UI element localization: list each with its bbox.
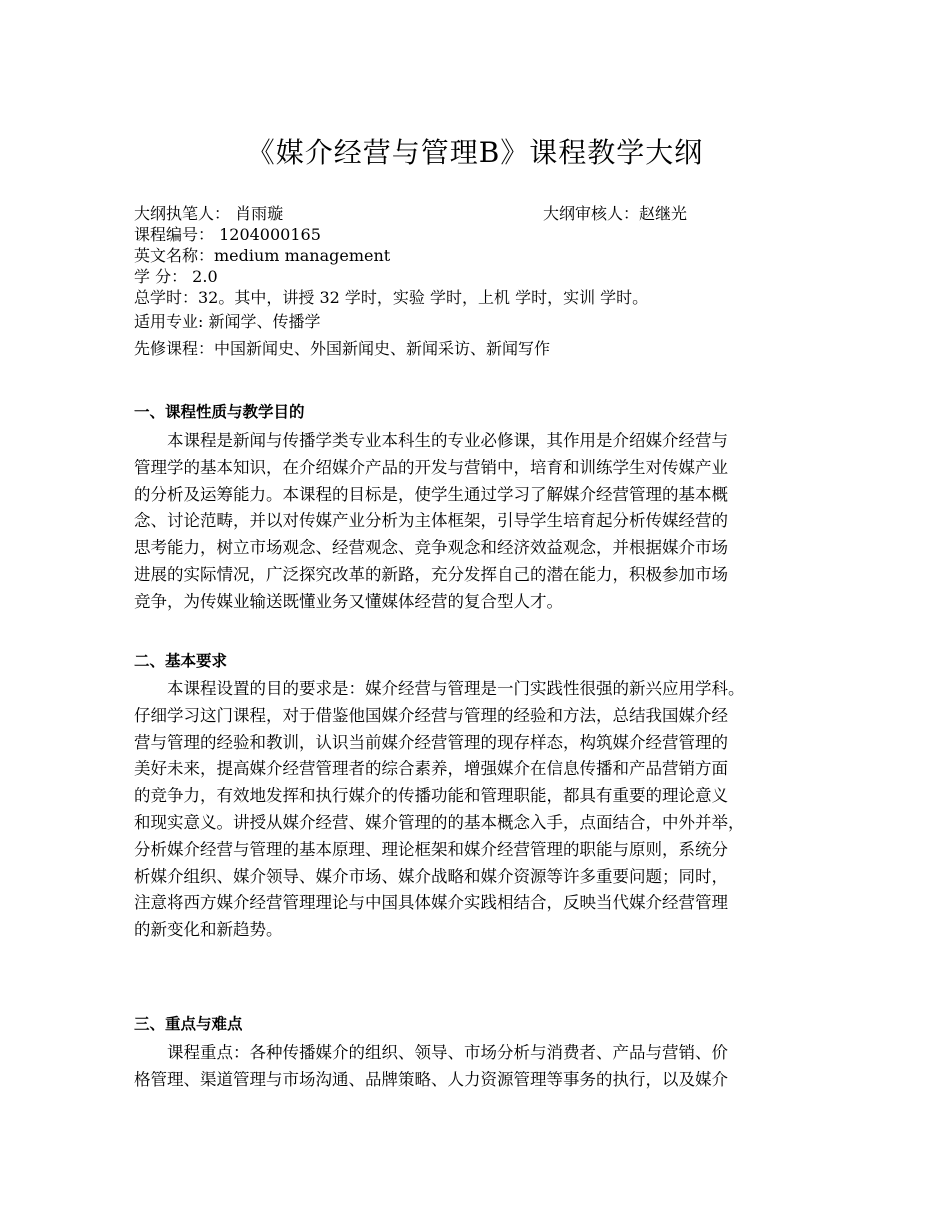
- paragraph-line: 竞争，为传媒业输送既懂业务又懂媒体经营的复合型人才。: [134, 591, 563, 611]
- section-body: [134, 428, 834, 616]
- paragraph-line: 思考能力，树立市场观念、经营观念、竞争观念和经济效益观念，并根据媒介市场: [134, 538, 728, 558]
- section-heading: 三、重点与难点: [134, 1015, 243, 1033]
- meta-prerequisites: 先修课程：中国新闻史、外国新闻史、新闻采访、新闻写作: [134, 339, 551, 358]
- section-body: [134, 676, 834, 944]
- meta-hours: 总学时：32。其中，讲授 32 学时，实验 学时，上机 学时，实训 学时。: [134, 288, 649, 307]
- meta-reviewer: 大纲审核人：赵继光: [543, 204, 688, 223]
- meta-course-code: 课程编号： 1204000165: [134, 225, 321, 244]
- paragraph-line: 的分析及运筹能力。本课程的目标是，使学生通过学习了解媒介经营管理的基本概: [134, 484, 728, 504]
- paragraph-line: 管理学的基本知识，在介绍媒介产品的开发与营销中，培育和训练学生对传媒产业: [134, 457, 728, 477]
- paragraph-line: 念、讨论范畴，并以对传媒产业分析为主体框架，引导学生培育起分析传媒经营的: [134, 511, 728, 531]
- meta-credits: 学 分： 2.0: [134, 267, 218, 286]
- paragraph-line: 分析媒介经营与管理的基本原理、理论框架和媒介经营管理的职能与原则，系统分: [134, 839, 728, 859]
- paragraph-line: 格管理、渠道管理与市场沟通、品牌策略、人力资源管理等事务的执行，以及媒介: [134, 1069, 728, 1089]
- paragraph-line: 课程重点：各种传播媒介的组织、领导、市场分析与消费者、产品与营销、价: [167, 1043, 728, 1062]
- section-heading: 二、基本要求: [134, 652, 228, 670]
- paragraph-line: 本课程是新闻与传播学类专业本科生的专业必修课，其作用是介绍媒介经营与: [167, 431, 728, 450]
- paragraph-line: 的新变化和新趋势。: [134, 920, 283, 940]
- paragraph-line: 美好未来，提高媒介经营管理者的综合素养，增强媒介在信息传播和产品营销方面: [134, 759, 728, 779]
- paragraph-line: 析媒介组织、媒介领导、媒介市场、媒介战略和媒介资源等许多重要问题；同时，: [134, 866, 728, 886]
- meta-author-line: [134, 203, 834, 224]
- meta-major: 适用专业: 新闻学、传播学: [134, 312, 321, 331]
- paragraph-line: 的竞争力，有效地发挥和执行媒介的传播功能和管理职能，都具有重要的理论意义: [134, 786, 728, 806]
- paragraph-line: 注意将西方媒介经营管理理论与中国具体媒介实践相结合，反映当代媒介经营管理: [134, 893, 728, 913]
- meta-author: 大纲执笔人： 肖雨璇: [134, 204, 284, 223]
- paragraph-line: 营与管理的经验和教训，认识当前媒介经营管理的现存样态，构筑媒介经营管理的: [134, 732, 728, 752]
- course-meta: [134, 203, 834, 362]
- meta-english-name: 英文名称：medium management: [134, 246, 391, 265]
- paragraph-line: 仔细学习这门课程，对于借鉴他国媒介经营与管理的经验和方法，总结我国媒介经: [134, 705, 728, 725]
- paragraph-line: 和现实意义。讲授从媒介经营、媒介管理的的基本概念入手，点面结合，中外并举，: [134, 812, 745, 832]
- page-title: 《媒介经营与管理B》课程教学大纲: [246, 136, 704, 169]
- paragraph-line: 进展的实际情况，广泛探究改革的新路，充分发挥自己的潜在能力，积极参加市场: [134, 564, 728, 584]
- section-heading: 一、课程性质与教学目的: [134, 403, 305, 421]
- paragraph-line: 本课程设置的目的要求是：媒介经营与管理是一门实践性很强的新兴应用学科。: [167, 679, 745, 698]
- section-body: [134, 1040, 834, 1094]
